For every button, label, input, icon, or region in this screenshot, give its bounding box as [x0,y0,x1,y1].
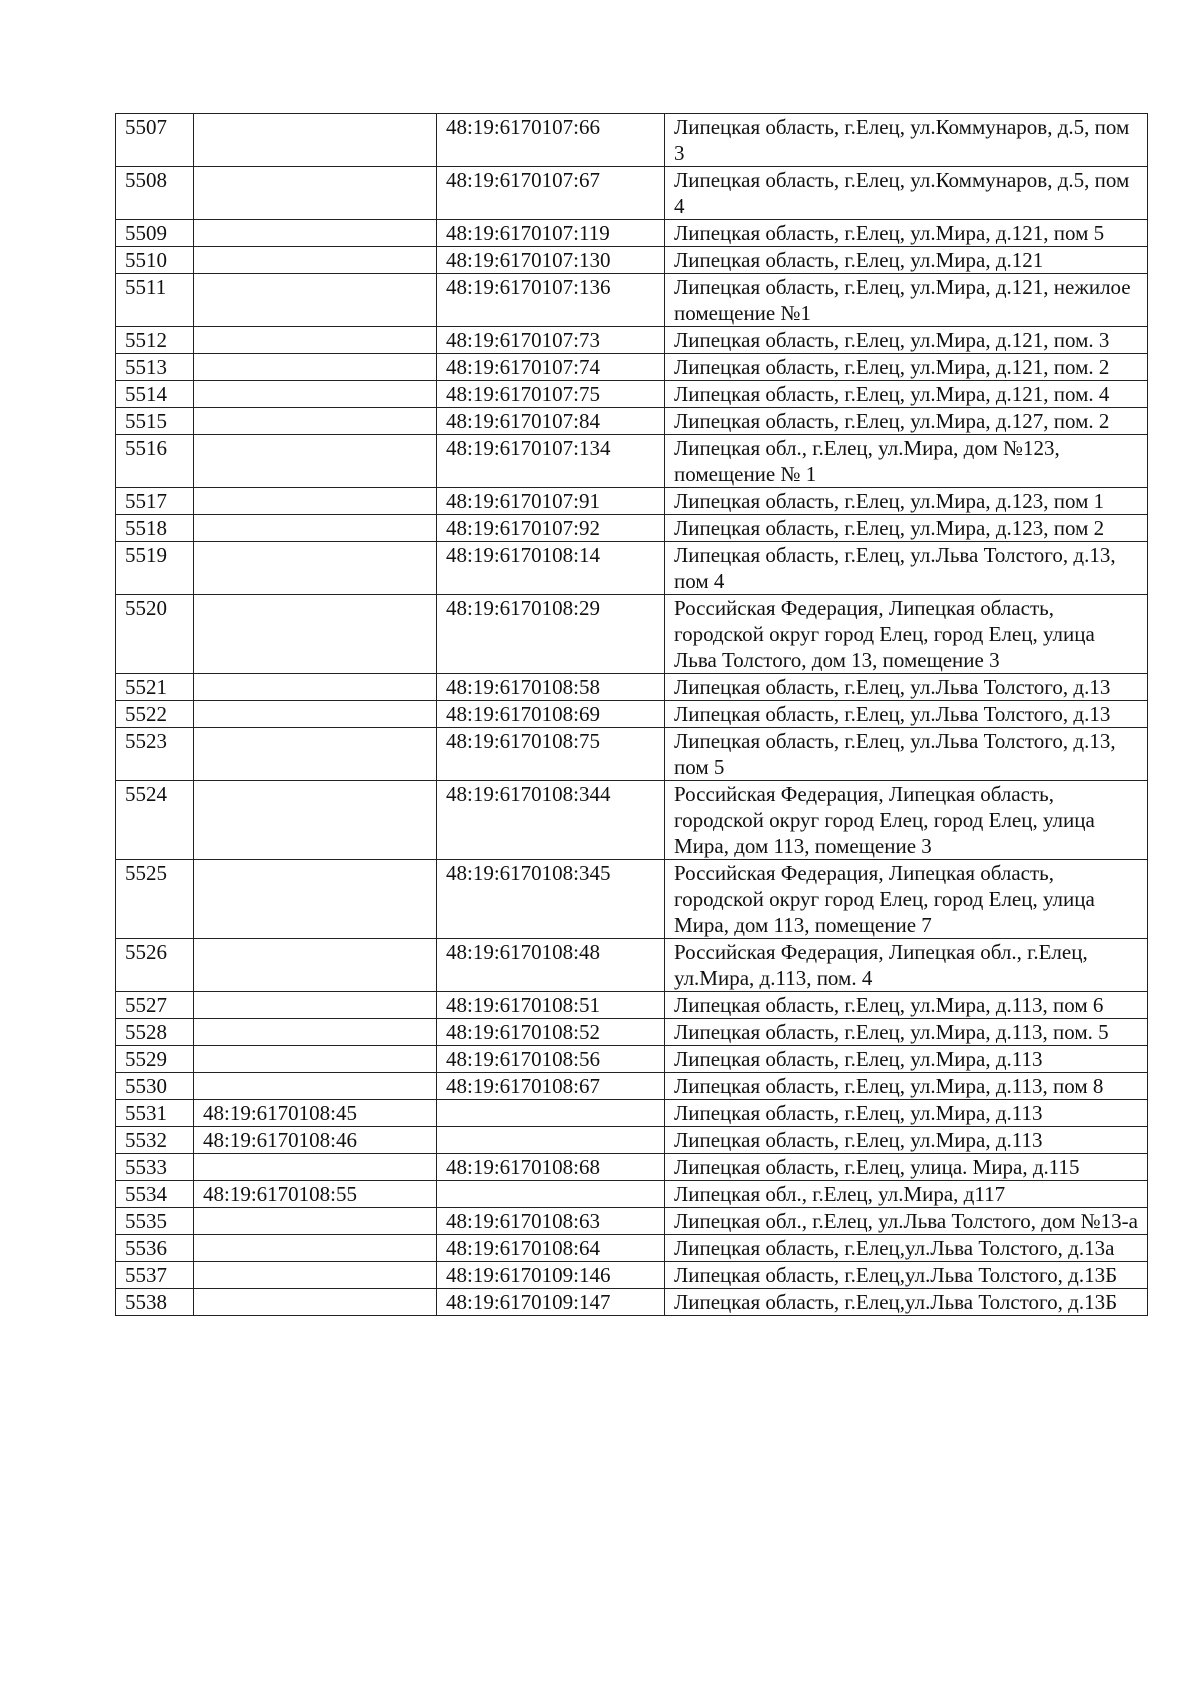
row-number-cell: 5523 [116,728,194,781]
premises-cadastral-number-cell: 48:19:6170108:58 [437,674,665,701]
cadastral-number-cell [194,327,437,354]
address-cell: Липецкая область, г.Елец, ул.Мира, д.113 [665,1046,1148,1073]
row-number-cell: 5510 [116,247,194,274]
table-row [116,1073,1148,1100]
address-cell: Липецкая область, г.Елец, ул.Мира, д.123, пом 1 [665,488,1148,515]
cadastral-number-cell [194,274,437,327]
premises-cadastral-number-cell: 48:19:6170107:130 [437,247,665,274]
address-cell: Липецкая область, г.Елец, ул.Мира, д.113, пом 6 [665,992,1148,1019]
row-number-cell: 5536 [116,1235,194,1262]
cadastral-number-cell [194,247,437,274]
premises-cadastral-number-cell: 48:19:6170108:64 [437,1235,665,1262]
table-row [116,1046,1148,1073]
premises-cadastral-number-cell: 48:19:6170108:69 [437,701,665,728]
row-number-cell: 5511 [116,274,194,327]
premises-cadastral-number-cell: 48:19:6170108:48 [437,939,665,992]
address-cell: Липецкая область, г.Елец, ул.Мира, д.113, пом. 5 [665,1019,1148,1046]
cadastral-number-cell [194,1073,437,1100]
row-number-cell: 5514 [116,381,194,408]
cadastral-number-cell [194,674,437,701]
row-number-cell: 5513 [116,354,194,381]
table-row [116,1208,1148,1235]
premises-cadastral-number-cell: 48:19:6170107:74 [437,354,665,381]
premises-cadastral-number-cell: 48:19:6170107:92 [437,515,665,542]
cadastral-number-cell [194,781,437,860]
table-row [116,781,1148,860]
row-number-cell: 5525 [116,860,194,939]
row-number-cell: 5518 [116,515,194,542]
address-cell: Липецкая область, г.Елец, ул.Льва Толстого, д.13 [665,701,1148,728]
address-cell: Липецкая область, г.Елец, ул.Мира, д.121, нежилое помещение №1 [665,274,1148,327]
address-cell: Липецкая область, г.Елец, ул.Мира, д.121, пом. 2 [665,354,1148,381]
cadastral-number-cell [194,515,437,542]
table-row [116,1019,1148,1046]
table-row [116,542,1148,595]
row-number-cell: 5521 [116,674,194,701]
address-cell: Липецкая обл., г.Елец, ул.Льва Толстого, дом №13-а [665,1208,1148,1235]
cadastral-number-cell [194,542,437,595]
cadastral-number-cell [194,167,437,220]
address-cell: Российская Федерация, Липецкая область, городской округ город Елец, город Елец, улица Мира, дом 113, помещение 3 [665,781,1148,860]
premises-cadastral-number-cell: 48:19:6170108:29 [437,595,665,674]
table-row [116,992,1148,1019]
cadastral-number-cell [194,435,437,488]
cadastral-number-cell [194,1154,437,1181]
premises-cadastral-number-cell: 48:19:6170107:73 [437,327,665,354]
row-number-cell: 5537 [116,1262,194,1289]
table-row [116,1289,1148,1316]
cadastral-number-cell [194,1208,437,1235]
address-cell: Липецкая область, г.Елец, ул.Коммунаров, д.5, пом 3 [665,114,1148,167]
cadastral-number-cell [194,354,437,381]
row-number-cell: 5527 [116,992,194,1019]
address-cell: Липецкая область, г.Елец, ул.Мира, д.113 [665,1100,1148,1127]
premises-cadastral-number-cell: 48:19:6170107:119 [437,220,665,247]
table-row [116,595,1148,674]
table-row [116,1181,1148,1208]
table-row [116,247,1148,274]
cadastral-number-cell: 48:19:6170108:45 [194,1100,437,1127]
premises-cadastral-number-cell: 48:19:6170108:51 [437,992,665,1019]
premises-cadastral-number-cell: 48:19:6170108:345 [437,860,665,939]
premises-cadastral-number-cell: 48:19:6170107:134 [437,435,665,488]
row-number-cell: 5512 [116,327,194,354]
premises-cadastral-number-cell [437,1100,665,1127]
address-cell: Липецкая область, г.Елец,ул.Льва Толстого, д.13Б [665,1262,1148,1289]
table-row [116,1100,1148,1127]
table-row [116,1235,1148,1262]
premises-cadastral-number-cell: 48:19:6170108:67 [437,1073,665,1100]
cadastral-number-cell [194,488,437,515]
cadastral-number-cell: 48:19:6170108:55 [194,1181,437,1208]
premises-cadastral-number-cell: 48:19:6170108:14 [437,542,665,595]
premises-cadastral-number-cell: 48:19:6170108:63 [437,1208,665,1235]
cadastral-number-cell [194,1262,437,1289]
row-number-cell: 5519 [116,542,194,595]
cadastral-number-cell [194,860,437,939]
premises-cadastral-number-cell: 48:19:6170107:75 [437,381,665,408]
address-cell: Липецкая область, г.Елец, ул.Льва Толстого, д.13 [665,674,1148,701]
address-cell: Липецкая область, г.Елец, улица. Мира, д.115 [665,1154,1148,1181]
table-row [116,167,1148,220]
address-cell: Липецкая область, г.Елец, ул.Мира, д.127, пом. 2 [665,408,1148,435]
table-row [116,327,1148,354]
premises-cadastral-number-cell [437,1127,665,1154]
address-cell: Липецкая обл., г.Елец, ул.Мира, д117 [665,1181,1148,1208]
address-cell: Липецкая область, г.Елец, ул.Льва Толстого, д.13, пом 4 [665,542,1148,595]
row-number-cell: 5520 [116,595,194,674]
address-cell: Российская Федерация, Липецкая область, городской округ город Елец, город Елец, улица Мира, дом 113, помещение 7 [665,860,1148,939]
row-number-cell: 5532 [116,1127,194,1154]
table-row [116,515,1148,542]
row-number-cell: 5528 [116,1019,194,1046]
row-number-cell: 5530 [116,1073,194,1100]
row-number-cell: 5538 [116,1289,194,1316]
premises-cadastral-number-cell: 48:19:6170108:344 [437,781,665,860]
row-number-cell: 5526 [116,939,194,992]
cadastral-number-cell [194,408,437,435]
address-cell: Российская Федерация, Липецкая обл., г.Елец, ул.Мира, д.113, пом. 4 [665,939,1148,992]
cadastral-number-cell [194,939,437,992]
cadastral-number-cell [194,992,437,1019]
table-row [116,1154,1148,1181]
table-row [116,701,1148,728]
address-cell: Липецкая область, г.Елец, ул.Мира, д.121, пом. 3 [665,327,1148,354]
row-number-cell: 5516 [116,435,194,488]
cadastral-number-cell [194,114,437,167]
premises-cadastral-number-cell: 48:19:6170108:68 [437,1154,665,1181]
row-number-cell: 5529 [116,1046,194,1073]
cadastral-number-cell [194,701,437,728]
row-number-cell: 5515 [116,408,194,435]
row-number-cell: 5535 [116,1208,194,1235]
cadastral-number-cell [194,220,437,247]
table-row [116,274,1148,327]
premises-cadastral-number-cell: 48:19:6170108:75 [437,728,665,781]
cadastral-number-cell: 48:19:6170108:46 [194,1127,437,1154]
row-number-cell: 5507 [116,114,194,167]
table-row [116,1262,1148,1289]
table-row [116,674,1148,701]
table-row [116,939,1148,992]
cadastral-number-cell [194,1019,437,1046]
row-number-cell: 5517 [116,488,194,515]
cadastral-number-cell [194,1235,437,1262]
registry-table-body [116,114,1148,1316]
address-cell: Липецкая область, г.Елец, ул.Мира, д.123, пом 2 [665,515,1148,542]
address-cell: Липецкая область, г.Елец,ул.Льва Толстого, д.13Б [665,1289,1148,1316]
address-cell: Липецкая область, г.Елец,ул.Льва Толстого, д.13а [665,1235,1148,1262]
table-row [116,381,1148,408]
premises-cadastral-number-cell: 48:19:6170109:146 [437,1262,665,1289]
premises-cadastral-number-cell: 48:19:6170107:91 [437,488,665,515]
row-number-cell: 5524 [116,781,194,860]
row-number-cell: 5533 [116,1154,194,1181]
premises-cadastral-number-cell: 48:19:6170107:136 [437,274,665,327]
address-cell: Липецкая область, г.Елец, ул.Мира, д.121, пом. 4 [665,381,1148,408]
premises-cadastral-number-cell: 48:19:6170107:67 [437,167,665,220]
table-row [116,408,1148,435]
table-row [116,114,1148,167]
premises-cadastral-number-cell: 48:19:6170108:56 [437,1046,665,1073]
cadastral-number-cell [194,381,437,408]
premises-cadastral-number-cell: 48:19:6170107:66 [437,114,665,167]
address-cell: Липецкая область, г.Елец, ул.Мира, д.121, пом 5 [665,220,1148,247]
row-number-cell: 5522 [116,701,194,728]
table-row [116,1127,1148,1154]
premises-cadastral-number-cell [437,1181,665,1208]
premises-cadastral-number-cell: 48:19:6170108:52 [437,1019,665,1046]
table-row [116,728,1148,781]
address-cell: Липецкая область, г.Елец, ул.Коммунаров, д.5, пом 4 [665,167,1148,220]
table-row [116,354,1148,381]
address-cell: Липецкая область, г.Елец, ул.Мира, д.113 [665,1127,1148,1154]
address-cell: Липецкая область, г.Елец, ул.Льва Толстого, д.13, пом 5 [665,728,1148,781]
address-cell: Липецкая обл., г.Елец, ул.Мира, дом №123, помещение № 1 [665,435,1148,488]
row-number-cell: 5508 [116,167,194,220]
address-cell: Липецкая область, г.Елец, ул.Мира, д.113, пом 8 [665,1073,1148,1100]
cadastral-number-cell [194,728,437,781]
table-row [116,435,1148,488]
table-row [116,220,1148,247]
table-row [116,860,1148,939]
address-cell: Российская Федерация, Липецкая область, городской округ город Елец, город Елец, улица Льва Толстого, дом 13, помещение 3 [665,595,1148,674]
row-number-cell: 5531 [116,1100,194,1127]
cadastral-number-cell [194,595,437,674]
row-number-cell: 5509 [116,220,194,247]
address-cell: Липецкая область, г.Елец, ул.Мира, д.121 [665,247,1148,274]
cadastral-number-cell [194,1046,437,1073]
row-number-cell: 5534 [116,1181,194,1208]
table-row [116,488,1148,515]
registry-table [115,113,1148,1316]
cadastral-number-cell [194,1289,437,1316]
premises-cadastral-number-cell: 48:19:6170109:147 [437,1289,665,1316]
premises-cadastral-number-cell: 48:19:6170107:84 [437,408,665,435]
